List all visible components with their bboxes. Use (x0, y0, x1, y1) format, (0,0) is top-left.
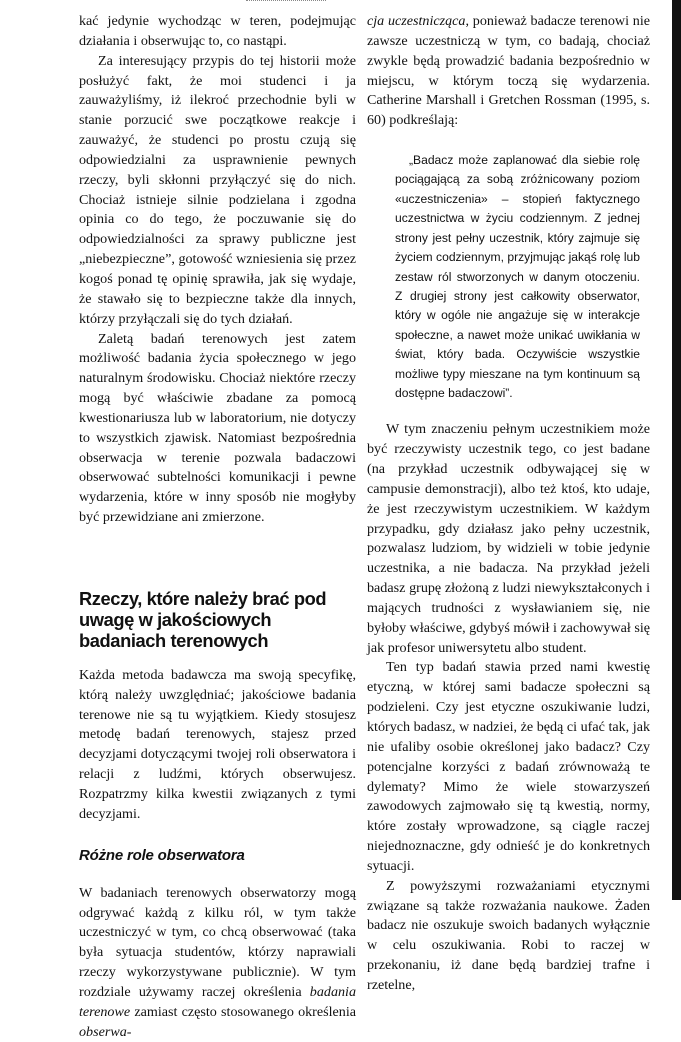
paragraph: Zaletą badań terenowych jest zatem możliwość badania życia społecznego w jego naturalnym środowisku. Chociaż niektóre rzeczy mogą być właściwie zbadane za pomocą kwestionariusza lub w laboratorium, nie dotyczy to wszystkich zjawisk. Natomiast bezpośrednia obserwacja w terenie pozwala badaczowi obserwować subtelności komunikacji i pewne wydarzenia, które w inny sposób nie mogłyby być przewidziane ani zmierzone. (79, 330, 356, 526)
paragraph: Z powyższymi rozważaniami etycznymi związane są także rozważania naukowe. Żaden badacz nie oszukuje swoich badanych wyłącznie w celu oszukiwania. Robi to raczej w przekonaniu, iż dane będą bardziej trafne i rzetelne, (367, 877, 650, 993)
emphasis: cja uczestnicząca (367, 13, 466, 29)
paragraph (367, 12, 650, 131)
right-column (367, 12, 650, 996)
top-edge-mark (246, 0, 326, 3)
paragraph: Każda metoda badawcza ma swoją specyfikę, którą należy uwzględniać; jakościowe badania terenowe nie są tu wyjątkiem. Kiedy stosujesz metodę badań terenowych, stajesz przed decyzjami dotyczącymi twojej roli obserwatora i relacji z ludźmi, których obserwujesz. Rozpatrzmy kilka kwestii związanych z tymi decyzjami. (79, 666, 356, 822)
paragraph: W tym znaczeniu pełnym uczestnikiem może być rzeczywisty uczestnik tego, co jest badane (na przykład uczestnik odbywającej się w campusie demonstracji), albo też ktoś, kto udaje, że jest rzeczywistym uczestnikiem. W każdym przypadku, gdy działasz jako pełny uczestnik, pozwalasz ludziom, by widzieli w tobie jedynie uczestnika, a nie badacza. Na przykład jeżeli badasz grupę złożoną z ludzi niewykształconych i mających trudności z wysławianiem się, nie byłoby właściwe, gdybyś mówił i zachowywał się jak profesor uniwersytetu albo student. (367, 421, 650, 656)
text-run: zamiast często stosowanego określenia (130, 1003, 356, 1020)
scan-edge-shadow (672, 0, 681, 900)
emphasis: badania terenowe (79, 983, 356, 1020)
paragraph: kać jedynie wychodząc w teren, podejmując działania i obserwując to, co nastąpi. (79, 13, 356, 49)
quote-text: „Badacz może zaplanować dla siebie rolę pociągającą za sobą zróżnicowany poziom «uczestniczenia» – stopień faktycznego uczestnictwa w życiu codziennym. Z jednej strony jest pełny uczestnik, który zajmuje się życiem codziennym, przyjmując jakąś rolę lub zestaw ról stworzonych w danym otoczeniu. Z drugiej strony jest całkowity obserwator, który w ogóle nie angażuje się w interakcje społeczne, a nawet może unikać uwikłania w świat, który bada. Oczywiście wszystkie możliwe typy mieszane na tym kontinuum są dostępne badaczowi”. (395, 153, 640, 400)
emphasis: obserwa- (79, 1023, 132, 1040)
left-column (79, 12, 356, 1042)
paragraph: Ten typ badań stawia przed nami kwestię etyczną, w której sami badacze społeczni są podzieleni. Czy jest etyczne oszukiwanie ludzi, których badasz, w nadziei, że będą ci ufać tak, jak nie ufaliby osobie określonej jako badacz? Czy potencjalne korzyści z badań zrównoważą te dylematy? Mimo że wiele stowarzyszeń zawodowych zajmowało się tą kwestią, normy, które zostały wprowadzone, są ciągle raczej niejednoznaczne, gdy odnieść je do konkretnych sytuacji. (367, 659, 650, 874)
subsection-heading: Różne role obserwatora (79, 846, 245, 864)
text-run: W badaniach terenowych obserwatorzy mogą odgrywać każdą z kilku ról, w tym także uczestniczyć w tym, co chcą obserwować (taka była sytuacja studentów, którzy naprawiali rzeczy wykorzystywane publicznie). W tym rozdziale używamy raczej określenia (79, 884, 356, 1000)
section-heading: Rzeczy, które należy brać pod uwagę w jakościowych badaniach terenowych (79, 587, 327, 651)
text-run: , ponieważ badacze terenowi nie zawsze uczestniczą w tym, co badają, chociaż zwykle będą prowadzić badania bezpośrednio w miejscu, w którym toczą się wydarzenia. Catherine Marshall i Gretchen Rossman (1995, s. 60) podkreślają: (367, 13, 650, 129)
paragraph (79, 884, 356, 1042)
paragraph: Za interesujący przypis do tej historii może posłużyć fakt, że moi studenci i ja zauważyliśmy, iż ilekroć przechodnie byli w stanie porzucić swe początkowe reakcje i zauważyć, że studenci po prostu czują się odpowiedzialni za usprawnienie pewnych rzeczy, byli skłonni przyłączyć się do nich. Chociaż istnieje silnie podzielana i zgodna opinia co do tego, że poczuwanie się do odpowiedzialności za sprawy publiczne jest „niebezpieczne”, gotowość wzniesienia się przez kogoś ponad tę opinię sprawiła, jak się wydaje, że stawało się to bezpieczne także dla innych, którzy przyłączali się do tych działań. (79, 52, 356, 327)
block-quote (395, 151, 640, 403)
